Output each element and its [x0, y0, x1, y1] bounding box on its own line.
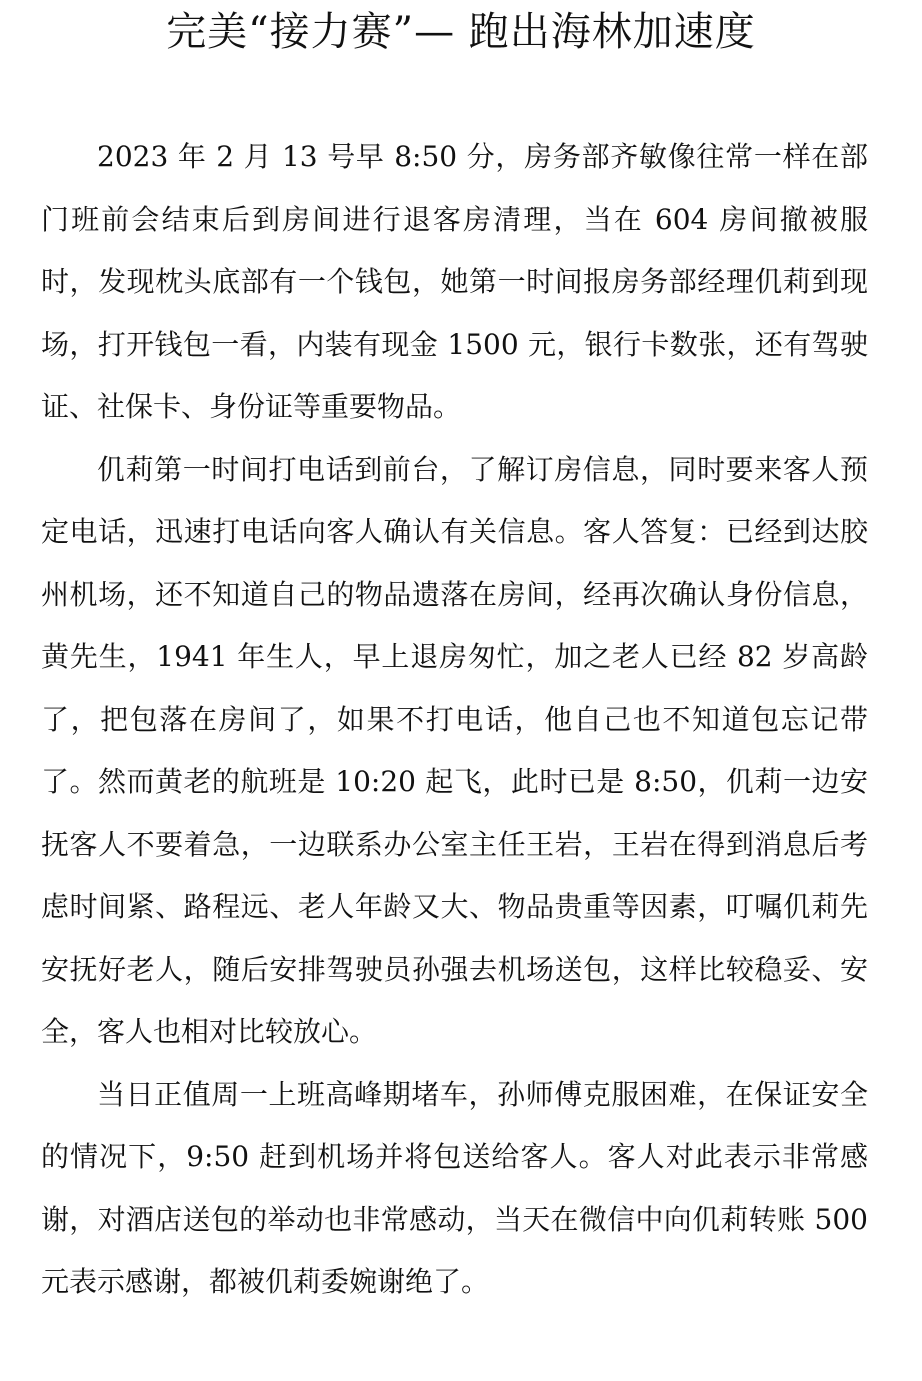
document-body	[41, 126, 868, 1314]
paragraph-1: 2023 年 2 月 13 号早 8:50 分，房务部齐敏像往常一样在部门班前会结束后到房间进行退客房清理，当在 604 房间撤被服时，发现枕头底部有一个钱包，她第一时间报房务部经理仉莉到现场，打开钱包一看，内装有现金 1500 元，银行卡数张，还有驾驶证、社保卡、身份证等重要物品。	[41, 140, 868, 423]
document-title: 完美“接力赛”— 跑出海林加速度	[166, 9, 756, 55]
paragraph-3: 当日正值周一上班高峰期堵车，孙师傅克服困难，在保证安全的情况下，9:50 赶到机场并将包送给客人。客人对此表示非常感谢，对酒店送包的举动也非常感动，当天在微信中向仉莉转账 500 元表示感谢，都被仉莉委婉谢绝了。	[41, 1077, 868, 1298]
paragraph-2: 仉莉第一时间打电话到前台，了解订房信息，同时要来客人预定电话，迅速打电话向客人确认有关信息。客人答复：已经到达胶州机场，还不知道自己的物品遗落在房间，经再次确认身份信息，黄先生，1941 年生人，早上退房匆忙，加之老人已经 82 岁高龄了，把包落在房间了，如果不打电话，他自己也不知道包忘记带了。然而黄老的航班是 10:20 起飞，此时已是 8:50，仉莉一边安抚客人不要着急，一边联系办公室主任王岩，王岩在得到消息后考虑时间紧、路程远、老人年龄又大、物品贵重等因素，叮嘱仉莉先安抚好老人，随后安排驾驶员孙强去机场送包，这样比较稳妥、安全，客人也相对比较放心。	[41, 452, 868, 1048]
